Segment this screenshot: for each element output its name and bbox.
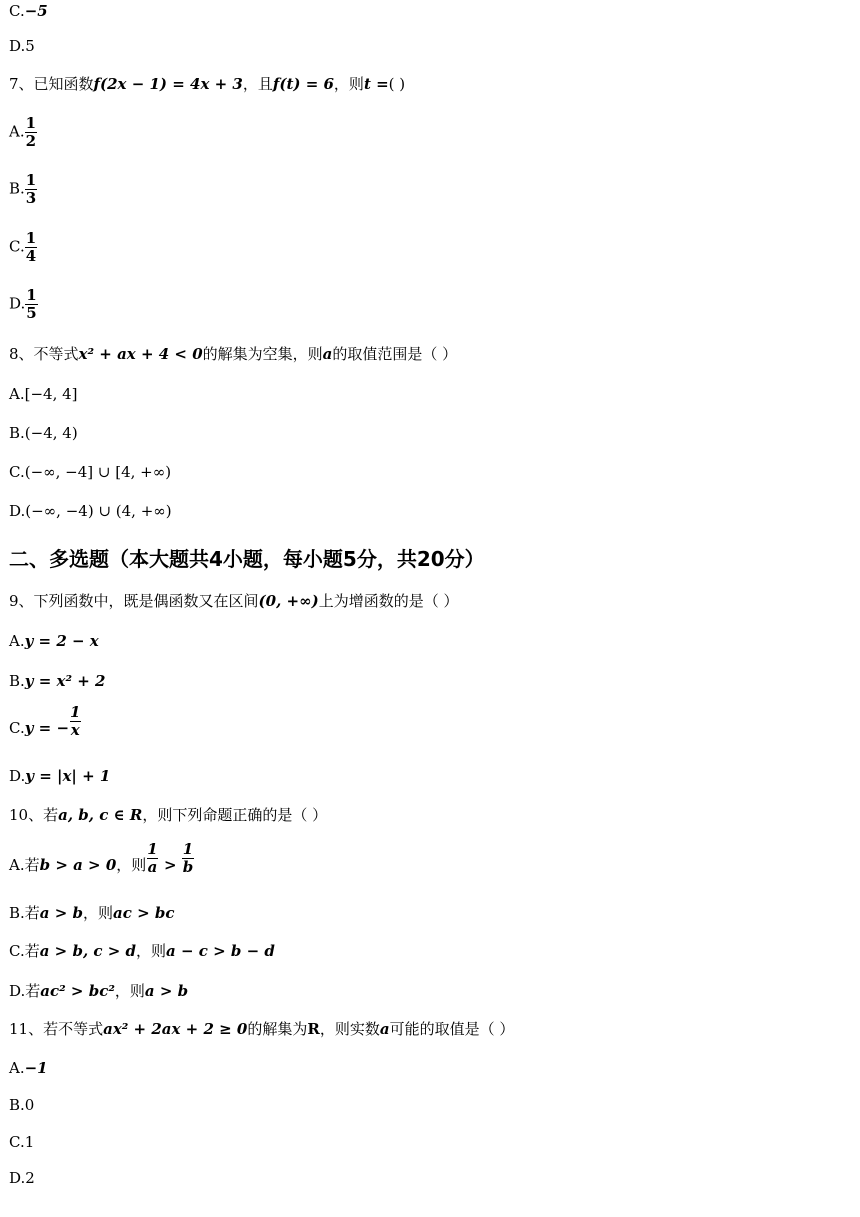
fraction xyxy=(146,841,158,876)
q11-option-b xyxy=(9,1096,34,1114)
denominator: 2 xyxy=(25,132,37,150)
option-text: ，则 xyxy=(116,856,147,874)
option-label: C. xyxy=(9,463,25,481)
option-label: D.2 xyxy=(9,1169,35,1187)
question-math: f(t) = 6 xyxy=(272,75,334,93)
denominator: 3 xyxy=(25,189,37,207)
q8-option-a xyxy=(9,385,78,403)
question-10 xyxy=(9,806,327,824)
question-text: 7、已知函数 xyxy=(9,75,94,93)
q11-option-d xyxy=(9,1169,35,1187)
q10-option-a xyxy=(9,839,194,876)
option-text: ，则 xyxy=(136,942,167,960)
option-math: > xyxy=(158,856,182,874)
option-label: B.0 xyxy=(9,1096,35,1114)
option-label: A. xyxy=(9,122,25,141)
fraction xyxy=(25,287,37,322)
option-math: ac² > bc² xyxy=(40,982,115,1000)
option-label: C. xyxy=(9,2,25,20)
option-label: B.若 xyxy=(9,904,40,922)
q7-option-a xyxy=(9,115,37,150)
q7-option-b xyxy=(9,172,37,207)
q11-option-c xyxy=(9,1133,34,1151)
option-label: D. xyxy=(9,294,26,313)
option-math: (−∞, −4] ∪ [4, +∞) xyxy=(24,463,172,481)
option-label: D. xyxy=(9,767,26,785)
q10-option-c xyxy=(9,942,275,960)
numerator: 1 xyxy=(182,839,194,858)
option-label: D.若 xyxy=(9,982,41,1000)
option-math: b > a > 0 xyxy=(39,856,117,874)
option-label: C. xyxy=(9,237,25,256)
q10-option-d xyxy=(9,982,188,1000)
q9-option-a xyxy=(9,632,99,650)
numerator: 1 xyxy=(147,839,158,858)
question-9 xyxy=(9,592,458,610)
option-math: (−4, 4) xyxy=(24,424,78,442)
option-math: −5 xyxy=(24,2,48,20)
denominator: 5 xyxy=(26,304,37,322)
denominator: x xyxy=(70,720,80,739)
question-text: 的取值范围是（ ） xyxy=(332,345,458,363)
numerator: 1 xyxy=(26,286,37,304)
question-math: f(2x − 1) = 4x + 3 xyxy=(93,75,243,93)
numerator: 1 xyxy=(25,229,37,247)
numerator: 1 xyxy=(25,114,37,132)
question-text: 11、若不等式 xyxy=(9,1020,104,1038)
option-label: B. xyxy=(9,672,25,690)
option-math: [−4, 4] xyxy=(24,385,78,403)
question-text: 9、下列函数中，既是偶函数又在区间 xyxy=(9,592,259,610)
option-math: y = − xyxy=(24,719,70,737)
option-math: y = x² + 2 xyxy=(24,672,106,690)
q8-option-c xyxy=(9,463,171,481)
q7-option-d xyxy=(9,287,38,322)
question-text: ，且 xyxy=(242,75,273,93)
fraction xyxy=(25,230,37,265)
fraction xyxy=(25,172,37,207)
option-math: (−∞, −4) ∪ (4, +∞) xyxy=(25,502,172,520)
question-text: 10、若 xyxy=(9,806,59,824)
q7-option-c xyxy=(9,230,37,265)
question-text: 上为增函数的是（ ） xyxy=(318,592,459,610)
question-8 xyxy=(9,345,457,363)
denominator: a xyxy=(147,857,158,876)
question-text: ，则实数 xyxy=(319,1020,380,1038)
option-math: a − c > b − d xyxy=(166,942,275,960)
fraction xyxy=(69,704,81,739)
numerator: 1 xyxy=(25,171,37,189)
question-math: t = xyxy=(363,75,389,93)
question-math: ax² + 2ax + 2 ≥ 0 xyxy=(103,1020,248,1038)
denominator: 4 xyxy=(25,247,37,265)
q9-option-d xyxy=(9,767,110,785)
q9-option-b xyxy=(9,672,106,690)
question-text: 可能的取值是（ ） xyxy=(389,1020,515,1038)
question-math: x² + ax + 4 < 0 xyxy=(78,345,203,363)
option-label: A. xyxy=(9,1059,25,1077)
q8-option-d xyxy=(9,502,172,520)
question-math: R xyxy=(307,1020,320,1038)
question-math: a, b, c ∈ R xyxy=(58,806,143,824)
option-math: a > b xyxy=(144,982,189,1000)
option-c-prev xyxy=(9,2,48,20)
question-text: 的解集为 xyxy=(247,1020,308,1038)
section-heading: 二、多选题（本大题共4小题，每小题5分，共20分） xyxy=(9,547,485,571)
option-label: C.若 xyxy=(9,942,40,960)
option-math: −1 xyxy=(24,1059,48,1077)
option-text: ，则 xyxy=(83,904,114,922)
question-11 xyxy=(9,1020,514,1038)
numerator: 1 xyxy=(70,702,81,721)
question-math: a xyxy=(379,1020,390,1038)
option-math: a > b, c > d xyxy=(39,942,137,960)
fraction xyxy=(25,115,37,150)
option-math: y = |x| + 1 xyxy=(25,767,111,785)
question-text: 的解集为空集，则 xyxy=(202,345,323,363)
option-text: ，则 xyxy=(114,982,145,1000)
option-label: B. xyxy=(9,179,25,198)
option-label: D. xyxy=(9,502,26,520)
q8-option-b xyxy=(9,424,78,442)
option-label: C. xyxy=(9,719,25,737)
option-label: A.若 xyxy=(9,856,40,874)
fraction xyxy=(182,841,195,876)
q9-option-c xyxy=(9,702,81,739)
denominator: b xyxy=(182,857,194,876)
question-7 xyxy=(9,75,405,93)
option-label: A. xyxy=(9,385,25,403)
option-d-prev xyxy=(9,37,35,55)
q10-option-b xyxy=(9,904,175,922)
q11-option-a xyxy=(9,1059,48,1077)
question-math: (0, +∞) xyxy=(258,592,319,610)
option-label: D.5 xyxy=(9,37,35,55)
question-text: ，则下列命题正确的是（ ） xyxy=(142,806,328,824)
question-math: a xyxy=(322,345,333,363)
option-label: A. xyxy=(9,632,25,650)
option-math: y = 2 − x xyxy=(24,632,99,650)
question-text: ，则 xyxy=(333,75,364,93)
question-text: ( ) xyxy=(388,75,406,93)
option-math: ac > bc xyxy=(113,904,175,922)
option-label: B. xyxy=(9,424,25,442)
option-math: a > b xyxy=(39,904,84,922)
option-label: C.1 xyxy=(9,1133,35,1151)
question-text: 8、不等式 xyxy=(9,345,79,363)
